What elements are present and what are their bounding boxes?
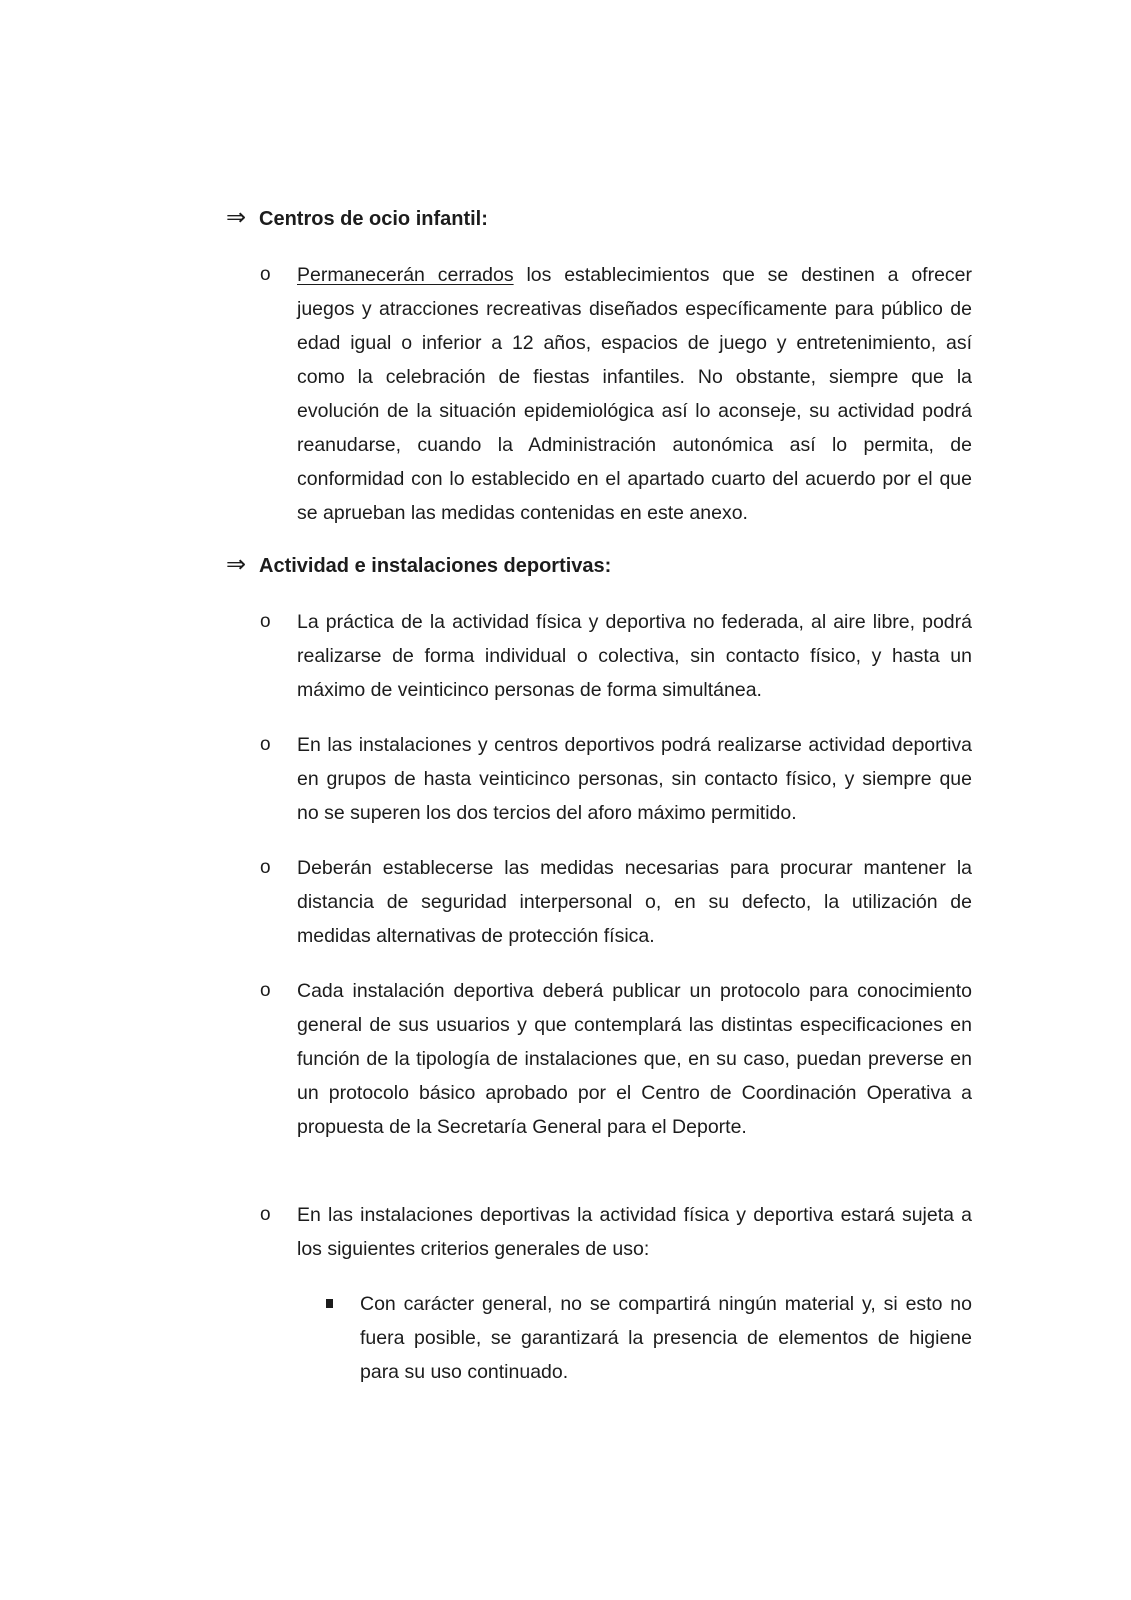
- circle-bullet-icon: o: [260, 264, 271, 285]
- list-item-body: los establecimientos que se destinen a ofrecer juegos y atracciones recreativas diseñados específicamente para público de edad igual o inferior a 12 años, espacios de juego y entretenimiento, así como la celebración de fiestas infantiles. No obstante, siempre que la evolución de la situación epidemiológica así lo aconseje, su actividad podrá reanudarse, cuando la Administración autonómica así lo permita, de conformidad con lo establecido en el apartado cuarto del acuerdo por el que se aprueban las medidas contenidas en este anexo.: [297, 264, 973, 524]
- circle-bullet-icon: o: [260, 980, 271, 1001]
- list-item-medidas-necesarias: [260, 851, 972, 953]
- arrow-bullet-icon: ⇒: [226, 551, 247, 578]
- list-item-text: Cada instalación deportiva deberá publicar un protocolo para conocimiento general de sus usuarios y que contemplará las distintas especificaciones en función de la tipología de instalaciones que, en su caso, puedan preverse en un protocolo básico aprobado por el Centro de Coordinación Operativa a propuesta de la Secretaría General para el Deporte.: [297, 980, 972, 1138]
- list-item-text: La práctica de la actividad física y deportiva no federada, al aire libre, podrá realizarse de forma individual o colectiva, sin contacto físico, y hasta un máximo de veinticinco personas de forma simultánea.: [297, 611, 972, 701]
- list-item-text: En las instalaciones deportivas la actividad física y deportiva estará sujeta a los siguientes criterios generales de uso:: [297, 1204, 972, 1260]
- list-item-text: [297, 258, 972, 530]
- list-item-criterios-generales: [260, 1198, 972, 1266]
- circle-bullet-icon: o: [260, 857, 271, 878]
- circle-bullet-icon: o: [260, 611, 271, 632]
- section-heading-ocio-infantil: [226, 201, 966, 236]
- arrow-bullet-icon: ⇒: [226, 204, 247, 231]
- section-title: Centros de ocio infantil:: [259, 208, 488, 230]
- circle-bullet-icon: o: [260, 734, 271, 755]
- sublist-item-material: [326, 1287, 972, 1389]
- list-item-text: Deberán establecerse las medidas necesarias para procurar mantener la distancia de seguridad interpersonal o, en su defecto, la utilización de medidas alternativas de protección física.: [297, 857, 972, 947]
- list-item-instalaciones-centros: [260, 728, 972, 830]
- list-item-protocolo: [260, 974, 972, 1144]
- section-heading-actividad-deportiva: [226, 548, 966, 583]
- circle-bullet-icon: o: [260, 1204, 271, 1225]
- list-item-practica-no-federada: [260, 605, 972, 707]
- square-bullet-icon: [326, 1299, 333, 1308]
- list-item-permaneceran-cerrados: [260, 258, 972, 530]
- list-item-text: En las instalaciones y centros deportivos podrá realizarse actividad deportiva en grupos de hasta veinticinco personas, sin contacto físico, y siempre que no se superen los dos tercios del aforo máximo permitido.: [297, 734, 972, 824]
- section-title: Actividad e instalaciones deportivas:: [259, 555, 612, 577]
- sublist-item-text: Con carácter general, no se compartirá ningún material y, si esto no fuera posible, se garantizará la presencia de elementos de higiene para su uso continuado.: [360, 1293, 972, 1383]
- underlined-phrase: Permanecerán cerrados: [297, 264, 514, 286]
